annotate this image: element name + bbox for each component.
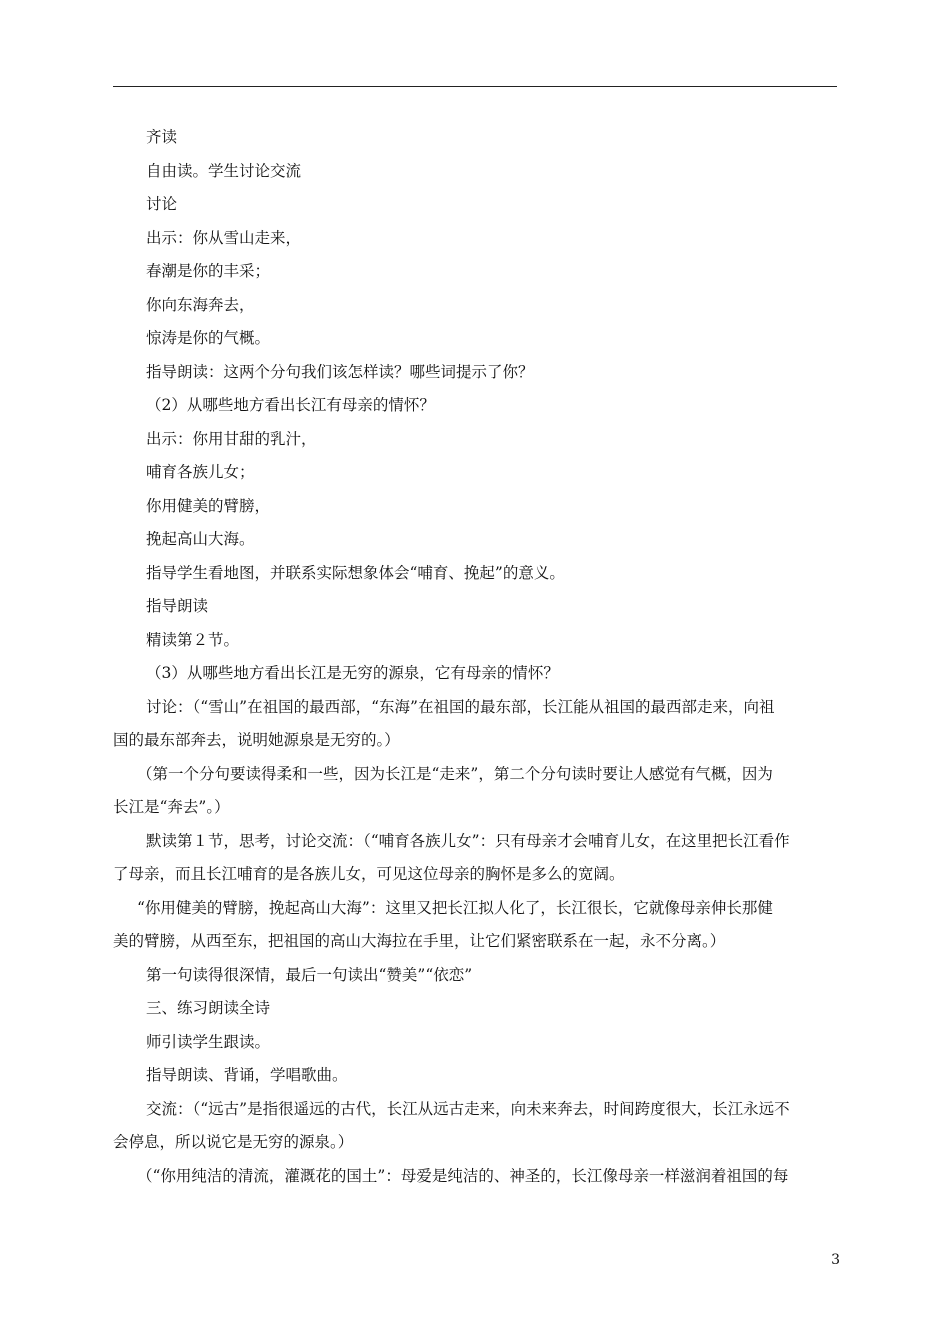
document-body [113, 121, 837, 1193]
paragraph-line: 会停息，所以说它是无穷的源泉。） [113, 1133, 354, 1151]
paragraph-line: 了母亲，而且长江哺育的是各族儿女，可见这位母亲的胸怀是多么的宽阔。 [113, 865, 625, 883]
paragraph-line: （第一个分句要读得柔和一些，因为长江是“走来”，第二个分句读时要让人感觉有气概，因为 [137, 764, 773, 783]
paragraph-line: 美的臂膀，从西至东，把祖国的高山大海拉在手里，让它们紧密联系在一起，永不分离。） [113, 932, 726, 950]
paragraph-line: 指导朗读 [146, 597, 209, 615]
paragraph-line: 精读第２节。 [146, 630, 240, 649]
paragraph-line: 齐读 [146, 128, 178, 146]
paragraph-line: 你向东海奔去， [146, 295, 255, 314]
paragraph-line: 挽起高山大海。 [146, 530, 255, 548]
paragraph-line: 讨论：（“雪山”在祖国的最西部，“东海”在祖国的最东部，长江能从祖国的最西部走来，向祖 [146, 697, 775, 716]
paragraph-line: 指导学生看地图，并联系实际想象体会“哺育、挽起”的意义。 [146, 563, 565, 582]
section-heading: 三、练习朗读全诗 [146, 999, 271, 1017]
paragraph-line: 春潮是你的丰采； [146, 262, 271, 280]
paragraph-line: 交流：（“远古”是指很遥远的古代，长江从远古走来，向未来奔去，时间跨度很大，长江永远不 [146, 1099, 790, 1118]
paragraph-line: 哺育各族儿女； [146, 463, 255, 481]
paragraph-line: 你用健美的臂膀， [146, 496, 271, 515]
page-number: 3 [831, 1252, 840, 1268]
paragraph-line: 自由读。学生讨论交流 [146, 161, 302, 180]
paragraph-line: （“你用纯洁的清流，灌溉花的国土”：母爱是纯洁的、神圣的，长江像母亲一样滋润着祖国的每 [137, 1166, 789, 1185]
paragraph-line: 出示：你从雪山走来， [146, 228, 302, 247]
paragraph-line: 第一句读得很深情，最后一句读出“赞美”“依恋” [146, 965, 473, 984]
paragraph-line: （3）从哪些地方看出长江是无穷的源泉，它有母亲的情怀？ [146, 664, 559, 682]
paragraph-line: （2）从哪些地方看出长江有母亲的情怀？ [146, 396, 435, 414]
paragraph-line: 指导朗读：这两个分句我们该怎样读？哪些词提示了你？ [146, 362, 534, 381]
paragraph-line: 国的最东部奔去，说明她源泉是无穷的。） [113, 731, 400, 749]
paragraph-line: 讨论 [146, 195, 178, 213]
paragraph-line: 默读第１节，思考，讨论交流：（“哺育各族儿女”：只有母亲才会哺育儿女，在这里把长江看作 [146, 831, 790, 850]
paragraph-line: 惊涛是你的气概。 [146, 329, 271, 347]
paragraph-line: 出示：你用甘甜的乳汁， [146, 429, 317, 448]
paragraph-line: 长江是“奔去”。） [113, 798, 230, 816]
header-rule [113, 86, 837, 87]
paragraph-line: 师引读学生跟读。 [146, 1032, 271, 1051]
paragraph-line: “你用健美的臂膀，挽起高山大海”：这里又把长江拟人化了，长江很长，它就像母亲伸长那健 [137, 898, 773, 917]
paragraph-line: 指导朗读、背诵，学唱歌曲。 [146, 1066, 348, 1084]
